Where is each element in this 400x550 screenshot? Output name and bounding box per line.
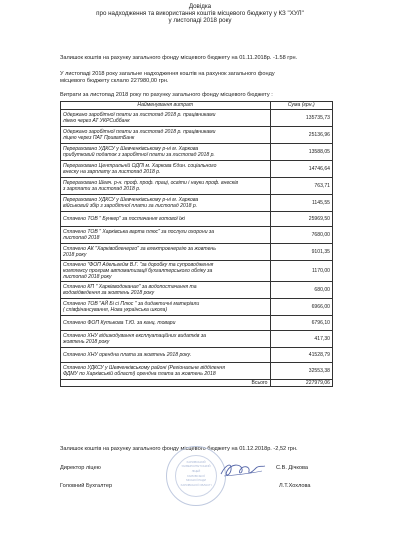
table-body: [61, 110, 333, 387]
total-sum: 227979,06: [270, 380, 332, 387]
expense-sum-cell: 1170,00: [270, 261, 332, 282]
expense-name-line: водовідведення за жовтень 2018 року: [63, 290, 155, 296]
table-header-row: [61, 102, 333, 110]
expense-sum-cell: 25136,96: [270, 127, 332, 144]
table-row: [61, 316, 333, 331]
stamp-line: ХАРКІВСЬКОЇ: [186, 474, 206, 478]
expense-name-line: Сплачено "ФОП Адельгейм В.Г. "за доробку та супроводження: [63, 261, 214, 268]
expense-name-line: Сплачено ФОП Кутькова Т.Ю. за канц. товари: [63, 319, 176, 326]
table-row: [61, 244, 333, 261]
stamp-line: УНІВЕРСИТЕТСЬКИЙ: [181, 464, 211, 468]
expense-name-line: військовий збір з заробітної плати за листопад 2018 р.: [63, 203, 198, 209]
document-title: Довідка: [188, 3, 212, 10]
director-label: Директор ліцею: [60, 465, 101, 471]
expense-sum-cell: 6966,00: [270, 299, 332, 316]
expense-name-line: ФДМУ по Харківській області) орендна плата за жовтень 2018: [63, 371, 216, 377]
expense-sum-cell: 680,00: [270, 282, 332, 299]
expense-name-cell: [61, 282, 271, 299]
expense-name-cell: [61, 348, 271, 363]
expense-sum-cell: 41528,79: [270, 348, 332, 363]
expense-name-cell: [61, 161, 271, 178]
official-stamp: [166, 446, 226, 506]
table-row: [61, 299, 333, 316]
document-period: у листопаді 2018 року: [168, 17, 232, 24]
income-line-2: місцевого бюджету склало 227980,00 грн.: [60, 78, 169, 84]
expense-name-line: Сплачено ТОВ " Харківська варта плюс" за послуги охорони за: [63, 228, 215, 235]
expense-name-line: Сплачено ТОВ "АЙ Бі сі Плюс " за дидактичні матеріали: [63, 300, 200, 307]
expense-sum-cell: 6796,10: [270, 316, 332, 331]
expense-name-cell: [61, 299, 271, 316]
director-name: С.В. Дічкова: [276, 465, 309, 471]
expense-name-line: Сплачено ТОВ " Бункер" за постачання готової їжі: [63, 215, 185, 222]
director-signature: [218, 458, 268, 480]
expense-name-cell: [61, 144, 271, 161]
expense-name-line: з зарплати за листопад 2018 р.: [63, 186, 141, 192]
expense-sum-cell: 14746,64: [270, 161, 332, 178]
expense-name-line: Перераховано Центральній ОДПІ м. Харкова Єдин. соціального: [63, 162, 217, 169]
expense-name-cell: [61, 127, 271, 144]
total-label: Всього: [61, 380, 271, 387]
table-total-row: [61, 380, 333, 387]
expense-name-line: лікею через АТ УКРСиббанк: [63, 118, 130, 124]
expense-name-cell: [61, 363, 271, 380]
expense-name-cell: [61, 195, 271, 212]
expense-name-line: жовтень 2018 року: [63, 339, 110, 345]
expense-name-line: комплексу програм автоматизації бухгалтерського обліку за: [63, 267, 213, 274]
expense-name-line: Перераховано Шевч. р-н. проф. проф. праці, освіти і науки проф. внесків: [63, 179, 238, 186]
expense-sum-cell: 9101,35: [270, 244, 332, 261]
expense-name-cell: [61, 261, 271, 282]
table-row: [61, 110, 333, 127]
table-row: [61, 331, 333, 348]
table-row: [61, 282, 333, 299]
table-row: [61, 227, 333, 244]
expenses-table: [60, 101, 333, 387]
expense-name-line: Одержано заробітної плати за листопад 2018 р. працівниками: [63, 111, 216, 118]
opening-balance: Залишок коштів на рахунку загального фонду місцевого бюджету на 01.11.2018р. -1.58 грн.: [60, 55, 298, 61]
expense-name-line: Сплачено АК "Харківобленерго" за електроенергію за жовтень: [63, 245, 216, 252]
expense-name-cell: [61, 227, 271, 244]
document-subtitle: про надходження та використання коштів місцевого бюджету у КЗ "ХУЛ": [96, 10, 304, 17]
accountant-name: Л.Т.Хохлова: [279, 483, 311, 489]
expense-name-cell: [61, 212, 271, 227]
expense-name-line: листопад 2018: [63, 235, 100, 241]
expense-name-line: Сплачено ХНУ орендна плата за жовтень 2018 року.: [63, 351, 192, 358]
column-header-name: Найменування витрат: [61, 102, 271, 110]
accountant-label: Головний Бухгалтер: [60, 483, 113, 489]
expense-sum-cell: 7680,00: [270, 227, 332, 244]
stamp-line: ХАРКІВСЬКОЇ ОБЛАСТІ: [180, 483, 212, 487]
stamp-line: ЛІЦЕЙ: [191, 469, 201, 473]
closing-balance: Залишок коштів на рахунку загального фонду місцевого бюджету на 01.12.2018р. -2,52 грн.: [60, 446, 298, 452]
expense-name-line: ліцею через ПАТ ПриватБанк: [63, 135, 135, 141]
expenses-heading: Витрати за листопад 2018 року по рахунку загального фонду місцевого бюджету :: [60, 92, 273, 98]
column-header-sum: Сума (грн.): [270, 102, 332, 110]
table-row: [61, 178, 333, 195]
table-row: [61, 161, 333, 178]
expense-name-cell: [61, 244, 271, 261]
expense-sum-cell: 13588,05: [270, 144, 332, 161]
table-row: [61, 348, 333, 363]
expense-name-cell: [61, 110, 271, 127]
expense-sum-cell: 135735,73: [270, 110, 332, 127]
expense-sum-cell: 763,71: [270, 178, 332, 195]
expense-sum-cell: 32553,38: [270, 363, 332, 380]
table-row: [61, 195, 333, 212]
income-line-1: У листопаді 2018 року загальне надходження коштів на рахунок загального фонду: [60, 71, 275, 77]
expense-name-line: Перераховано УДКСУ у Шевченківському р-ні м. Харкова: [63, 145, 199, 152]
expense-sum-cell: 25969,50: [270, 212, 332, 227]
table-row: [61, 144, 333, 161]
expense-name-cell: [61, 331, 271, 348]
expense-name-line: Сплачено КП " Харківводоканал" за водопостачання та: [63, 283, 197, 290]
table-row: [61, 363, 333, 380]
expense-name-cell: [61, 316, 271, 331]
expense-name-line: Одержано заробітної плати за листопад 2018 р. працівниками: [63, 128, 216, 135]
table-row: [61, 212, 333, 227]
expense-sum-cell: 1145,55: [270, 195, 332, 212]
stamp-line: МІСЬКОЇ РАДИ: [186, 478, 206, 482]
expense-sum-cell: 417,30: [270, 331, 332, 348]
expense-name-line: ( співфінансування, Нова українська школа): [63, 307, 168, 313]
expense-name-line: Сплачено УДКСУ у Шевченківському районі (Регіональне відділення: [63, 364, 225, 371]
table-row: [61, 127, 333, 144]
stamp-line: ХАРКІВСЬКИЙ: [186, 460, 206, 464]
expense-name-line: Сплачено ХНУ відшкодування експлуатаційних видатків за: [63, 332, 206, 339]
expense-name-line: внеску на зарплату за листопад 2018 р.: [63, 169, 161, 175]
expense-name-cell: [61, 178, 271, 195]
expense-name-line: листопад 2018 року: [63, 274, 112, 281]
expense-name-line: прибутковий податок з заробітної плати за листопад 2018 р.: [63, 152, 215, 158]
expense-name-line: Перераховано УДКСУ у Шевченківському р-ні м. Харкова: [63, 196, 199, 203]
table-row: [61, 261, 333, 282]
expense-name-line: 2018 року: [63, 252, 87, 258]
